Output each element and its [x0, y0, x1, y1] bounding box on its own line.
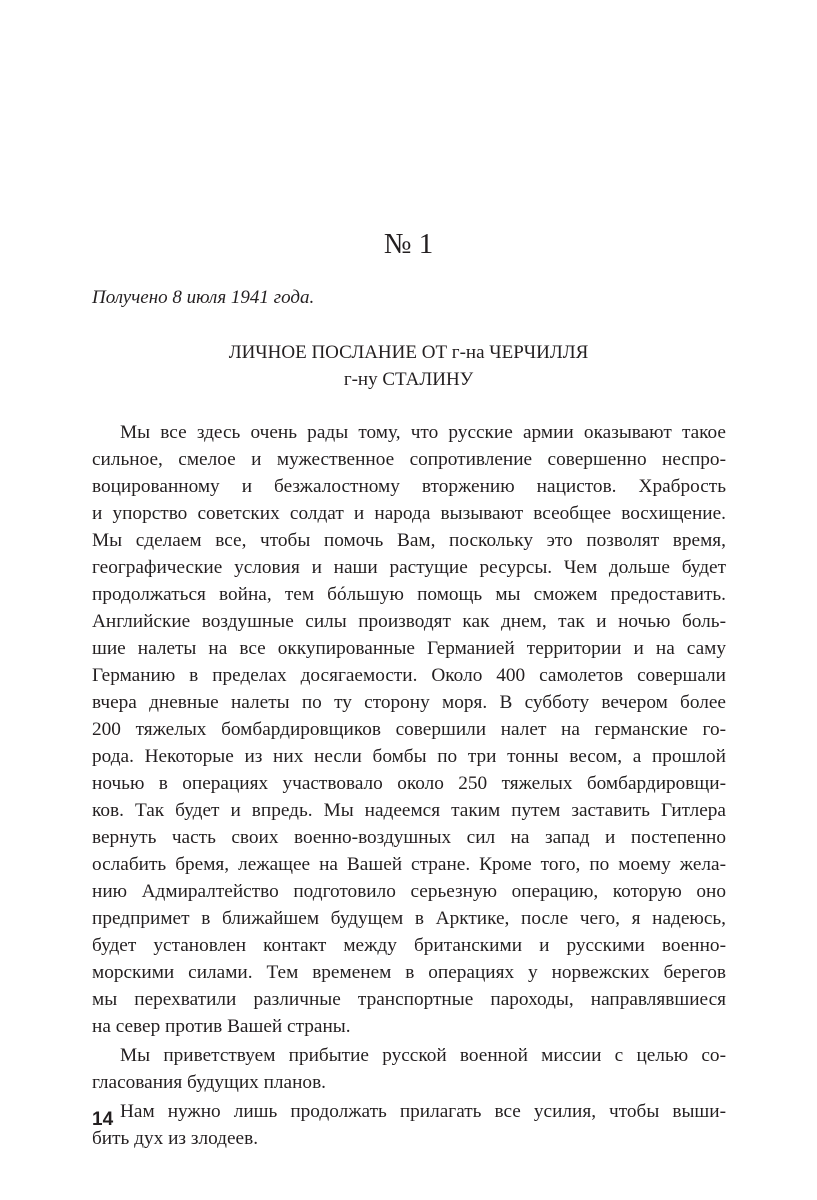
heading-line: ЛИЧНОЕ ПОСЛАНИЕ ОТ г-на ЧЕРЧИЛЛЯ — [228, 342, 589, 363]
text-line: и упорство советских солдат и народа вызывают всеобщее восхищение. — [92, 503, 726, 524]
paragraph — [92, 1042, 726, 1096]
text-line: Нам нужно лишь продолжать прилагать все усилия, чтобы выши- — [120, 1101, 726, 1122]
text-line: рода. Некоторые из них несли бомбы по три тонны весом, а прошлой — [92, 746, 726, 767]
text-line: ослабить бремя, лежащее на Вашей стране. Кроме того, по моему жела- — [92, 854, 726, 875]
text-line: мы перехватили различные транспортные пароходы, направлявшиеся — [92, 989, 726, 1010]
text-line: географические условия и наши растущие ресурсы. Чем дольше будет — [92, 557, 726, 578]
heading-line: г-ну СТАЛИНУ — [343, 369, 474, 390]
text-line: Английские воздушные силы производят как днем, так и ночью боль- — [92, 611, 726, 632]
text-line: ночью в операциях участвовало около 250 тяжелых бомбардировщи- — [92, 773, 726, 794]
text-line: вернуть часть своих военно-воздушных сил на запад и постепенно — [92, 827, 726, 848]
text-line: шие налеты на все оккупированные Германией территории и на саму — [92, 638, 726, 659]
paragraph — [92, 419, 726, 1040]
message-heading — [0, 339, 817, 393]
text-line: морскими силами. Тем временем в операциях у норвежских берегов — [92, 962, 726, 983]
text-line: сильное, смелое и мужественное сопротивление совершенно неспро- — [92, 449, 726, 470]
text-line: продолжаться война, тем бóльшую помощь мы сможем предоставить. — [92, 584, 726, 605]
text-line: на север против Вашей страны. — [92, 1016, 351, 1037]
text-line: 200 тяжелых бомбардировщиков совершили налет на германские го- — [92, 719, 726, 740]
text-line: воцированному и безжалостному вторжению нацистов. Храбрость — [92, 476, 726, 497]
paragraph — [92, 1098, 726, 1152]
text-line: нию Адмиралтейство подготовило серьезную операцию, которую оно — [92, 881, 726, 902]
text-line: предпримет в ближайшем будущем в Арктике, после чего, я надеюсь, — [92, 908, 726, 929]
text-line: бить дух из злодеев. — [92, 1128, 259, 1149]
text-line: Мы сделаем все, чтобы помочь Вам, поскольку это позволят время, — [92, 530, 726, 551]
text-line: ков. Так будет и впредь. Мы надеемся таким путем заставить Гитлера — [92, 800, 726, 821]
text-line: Мы приветствуем прибытие русской военной миссии с целью со- — [120, 1045, 726, 1066]
message-body — [92, 419, 726, 1154]
text-line: Германию в пределах досягаемости. Около 400 самолетов совершали — [92, 665, 726, 686]
text-line: вчера дневные налеты по ту сторону моря. В субботу вечером более — [92, 692, 726, 713]
document-number: № 1 — [383, 228, 434, 260]
text-line: Мы все здесь очень рады тому, что русские армии оказывают такое — [120, 422, 726, 443]
text-line: гласования будущих планов. — [92, 1072, 327, 1093]
text-line: будет установлен контакт между британскими и русскими военно- — [92, 935, 726, 956]
received-date: Получено 8 июля 1941 года. — [92, 287, 315, 308]
page-number: 14 — [92, 1109, 114, 1130]
